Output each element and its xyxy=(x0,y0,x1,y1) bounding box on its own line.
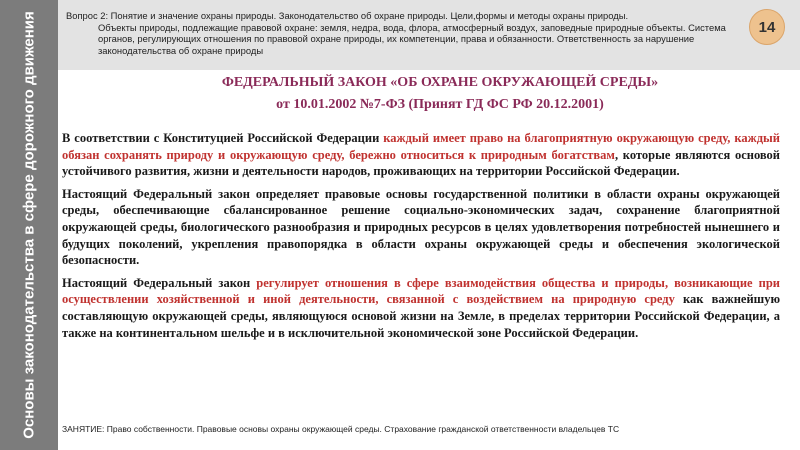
question-header xyxy=(66,10,726,56)
law-subtitle: от 10.01.2002 №7-ФЗ (Принят ГД ФС РФ 20.12.2001) xyxy=(276,97,604,112)
sidebar xyxy=(0,0,58,450)
law-title: ФЕДЕРАЛЬНЫЙ ЗАКОН «ОБ ОХРАНЕ ОКРУЖАЮЩЕЙ СРЕДЫ» xyxy=(221,75,659,90)
paragraph-3-highlight: регулирует отношения в сфере взаимодействия общества и природы, возникающие при осуществлении хозяйственной и иной деятельности, связанной с воздействием на природную среду xyxy=(62,275,780,307)
paragraph-1-highlight: каждый имеет право на благоприятную окружающую среду, каждый обязан сохранять природу и окружающую среду, бережно относиться к природным богатствам xyxy=(62,131,781,162)
slide-number-badge: 14 xyxy=(749,9,785,45)
sidebar-title: Основы законодательства в сфере дорожного движения xyxy=(20,11,38,439)
paragraph-1-end: , которые являются основой устойчивого развития, жизни и деятельности народов, проживающих на территории Российской Федерации. xyxy=(62,147,781,179)
question-line-1: Вопрос 2: Понятие и значение охраны природы. Законодательство об охране природы. Цели,формы и методы охраны природы. xyxy=(66,10,629,21)
question-line-2: Объекты природы, подлежащие правовой охране: земля, недра, вода, флора, атмосферный воздух, заповедные природные объекты. Система органов, регулирующих отношения по правовой охране природы, их компетенции, права и обязанности. Ответственность за нарушение законодательства об охране природы xyxy=(98,21,726,56)
paragraph-1-start: В соответствии с Конституцией Российской Федерации xyxy=(62,131,384,145)
paragraph-3-start: Настоящий Федеральный закон xyxy=(62,275,257,290)
paragraph-3-end: как важнейшую составляющую окружающей среды, являющуюся основой жизни на Земле, в пределах территории Российской Федерации, а также на континентальном шельфе и в исключительной экономической зоне Российской Федерации. xyxy=(62,292,781,340)
paragraph-1 xyxy=(62,130,780,180)
paragraph-3 xyxy=(62,275,780,341)
paragraph-2: Настоящий Федеральный закон определяет правовые основы государственной политики в области охраны окружающей среды, обеспечивающие сбалансированное решение социально-экономических задач, сохранение благоприятной окружающей среды, биологического разнообразия и природных ресурсов в целях удовлетворения потребностей нынешнего и будущих поколений, укрепления правопорядка в области охраны окружающей среды и обеспечения экологической безопасности. xyxy=(62,186,780,268)
main-text xyxy=(62,130,780,347)
law-heading xyxy=(120,72,760,116)
footer-lesson: ЗАНЯТИЕ: Право собственности. Правовые основы охраны окружающей среды. Страхование гражданской ответственности владельцев ТС xyxy=(62,424,620,434)
